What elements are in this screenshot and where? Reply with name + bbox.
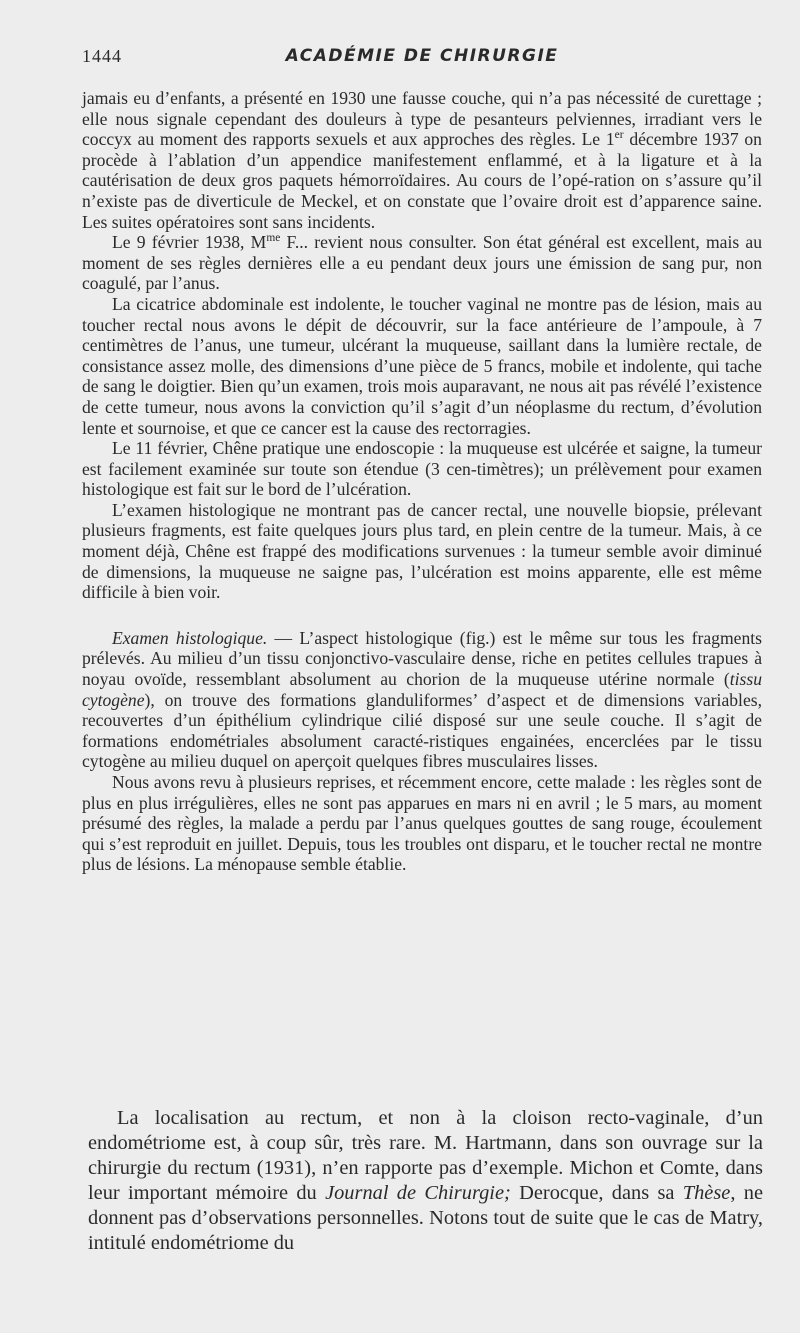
- paragraph-6: [82, 628, 762, 772]
- paragraph-8-text: La localisation au rectum, et non à la cloison recto-vaginale, d’un endométriome est, à coup sûr, très rare. M. Hartmann, dans son ouvrage sur la chirurgie du rectum (1931), n’en rapporte pas d’exemple. Michon et Comte, dans leur important mémoire du: [88, 1107, 763, 1204]
- paragraph-2-text-cont: F... revient nous consulter. Son état général est excellent, mais au moment de ses règles dernières elle a eu pendant deux jours une émission de sang pur, non coagulé, par l’anus.: [82, 232, 762, 294]
- date-day: 1: [605, 129, 615, 150]
- page-header: [82, 46, 762, 70]
- section-title-histology: Examen histologique.: [112, 627, 268, 648]
- paragraph-2-text: Le 9 février 1938, M: [112, 232, 267, 253]
- paragraph-7: Nous avons revu à plusieurs reprises, et récemment encore, cette malade : les règles sont de plus en plus irrégulières, elles ne sont pas apparues en mars ni en avril ; le 5 mars, au moment présumé des règles, la malade a perdu par l’anus quelques gouttes de sang rouge, écoulement qui s’est reproduit en juillet. Depuis, tous les troubles ont disparu, et le toucher rectal ne montre plus de lésions. La ménopause semble établie.: [82, 772, 762, 875]
- paragraph-3: La cicatrice abdominale est indolente, le toucher vaginal ne montre pas de lésion, mais au toucher rectal nous avons le dépit de découvrir, sur la face antérieure de l’ampoule, à 7 centimètres de l’anus, une tumeur, ulcérant la muqueuse, saillant dans la lumière rectale, de consistance assez molle, des dimensions d’une pièce de 5 francs, mobile et indolente, qui tache de sang le doigtier. Bien qu’un examen, trois mois auparavant, ne nous ait pas révélé l’existence de cette tumeur, nous avons la conviction qu’il s’agit d’un néoplasme du rectum, d’évolution lente et sournoise, et que ce cancer est la cause des rectorragies.: [82, 293, 762, 438]
- paragraph-4: Le 11 février, Chêne pratique une endoscopie : la muqueuse est ulcérée et saigne, la tumeur est facilement examinée sur toute son étendue (3 cen-timètres); un prélèvement pour examen histologique est fait sur le bord de l’ulcération.: [82, 438, 762, 500]
- large-print-body: [88, 1106, 763, 1255]
- paragraph-1: [82, 88, 762, 232]
- journal-title: Journal de Chirurgie;: [325, 1181, 511, 1204]
- ordinal-superscript: er: [614, 129, 624, 142]
- these-title: Thèse: [682, 1181, 731, 1204]
- italic-term: tissu cytogène: [82, 669, 762, 710]
- paragraph-6-text-cont: ), on trouve des formations glanduliformes’ d’aspect et de dimensions variables, recouvertes d’un épithélium cylindrique cilié disposé sur une seule couche. Il s’agit de formations endométriales absolument caracté-ristiques engainées, encerclées par le tissu cytogène au milieu duquel on aperçoit quelques fibres musculaires lisses.: [82, 689, 762, 772]
- paragraph-1-text: jamais eu d’enfants, a présenté en 1930 une fausse couche, qui n’a pas nécessité de curettage ; elle nous signale cependant des douleurs à type de pesanteurs pelviennes, irradiant vers le coccyx au moment des rapports sexuels et aux approches des règles. Le: [82, 88, 762, 150]
- small-print-body: [82, 88, 762, 875]
- running-title: ACADÉMIE DE CHIRURGIE: [285, 46, 559, 66]
- paragraph-8: [88, 1106, 763, 1255]
- paragraph-6-text: — L’aspect histologique (fig.) est le même sur tous les fragments prélevés. Au milieu d’un tissu conjonctivo-vasculaire dense, riche en petites cellules trapues à noyau ovoïde, ressemblant absolument au chorion de la muqueuse utérine normale (: [82, 627, 763, 690]
- page-number: 1444: [82, 46, 122, 66]
- paragraph-5: L’examen histologique ne montrant pas de cancer rectal, une nouvelle biopsie, prélevant plusieurs fragments, est faite quelques jours plus tard, en plein centre de la tumeur. Mais, à ce moment déjà, Chêne est frappé des modifications survenues : la tumeur semble avoir diminué de dimensions, la muqueuse ne saigne pas, l’ulcération est moins apparente, elle est même difficile à bien voir.: [82, 499, 762, 603]
- paragraph-1-text-cont: décembre 1937 on procède à l’ablation d’un appendice manifestement enflammé, et à la ligature et à la cautérisation de deux gros paquets hémorroïdaires. Au cours de l’opé-ration on s’assure qu’il n’existe pas de diverticule de Meckel, et on constate que l’ovaire droit est d’apparence saine. Les suites opératoires sont sans incidents.: [82, 129, 762, 232]
- paragraph-8-text-end: , ne donnent pas d’observations personnelles. Notons tout de suite que le cas de Matry, intitulé endométriome du: [88, 1181, 763, 1254]
- paragraph-8-text-cont: Derocque, dans sa: [510, 1181, 683, 1204]
- paragraph-2: [82, 232, 762, 294]
- title-superscript: me: [266, 232, 281, 245]
